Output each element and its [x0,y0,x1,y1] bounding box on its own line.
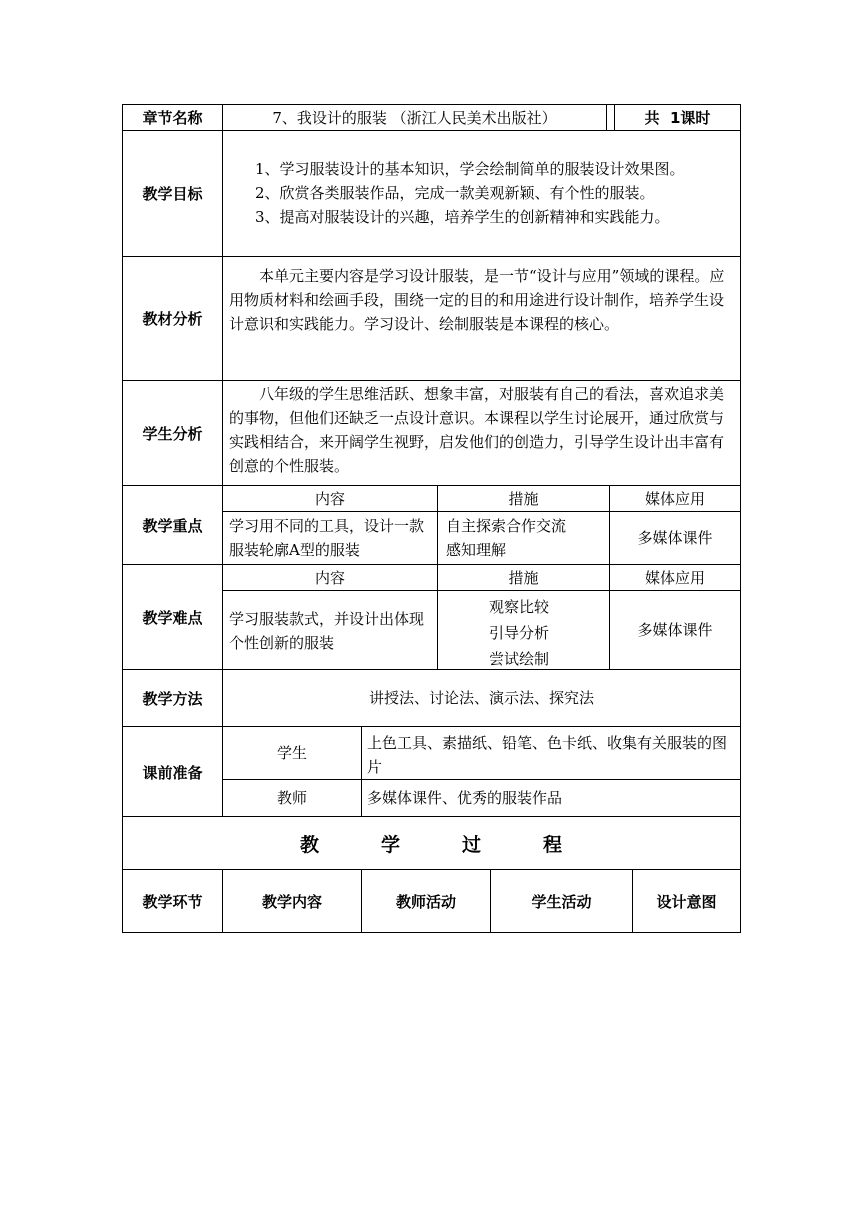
objective-item: 3、提高对服装设计的兴趣，培养学生的创新精神和实践能力。 [255,208,670,226]
process-title [123,817,740,869]
measure-item: 自主探索合作交流 [446,517,567,535]
process-col-student: 学生活动 [531,892,592,911]
material-text: 本单元主要内容是学习设计服装，是一节“设计与应用”领域的课程。应用物质材料和绘画手段，围绕一定的目的和用途进行设计制作，培养学生设计意识和实践能力。学习设计、绘制服装是本课程的核心。 [229,267,725,333]
key-points-col-media: 媒体应用 [644,489,705,508]
difficulties-content: 学习服装款式，并设计出体现个性创新的服装 [229,610,425,652]
difficulties-media: 多媒体课件 [637,621,713,639]
process-title-char: 程 [543,833,563,856]
objectives-list [255,157,745,229]
process-title-char: 过 [462,833,482,856]
col-divider [606,104,607,131]
col-divider [361,726,362,817]
chapter-value: 7、我设计的服装 （浙江人民美术出版社） [272,108,557,127]
chapter-label: 章节名称 [142,109,203,127]
preparation-student-text: 上色工具、素描纸、铅笔、色卡纸、收集有关服装的图片 [367,734,728,776]
difficulties-col-content: 内容 [314,568,345,587]
key-points-measures [446,514,606,562]
preparation-teacher-text: 多媒体课件、优秀的服装作品 [367,789,563,807]
objective-item: 1、学习服装设计的基本知识，学会绘制简单的服装设计效果图。 [255,160,685,178]
difficulties-col-media: 媒体应用 [644,568,705,587]
material-label: 教材分析 [142,310,203,328]
students-label: 学生分析 [142,424,203,443]
measure-item: 感知理解 [446,541,507,559]
difficulties-measures [489,594,599,672]
table-border-bottom [122,932,741,933]
process-col-intent: 设计意图 [656,892,717,911]
key-points-content: 学习用不同的工具，设计一款服装轮廓A型的服装 [229,517,425,559]
process-col-teacher: 教师活动 [395,892,456,911]
preparation-teacher-label: 教师 [276,789,307,807]
difficulties-label: 教学难点 [142,608,203,627]
process-title-char: 教 [300,833,320,856]
key-points-col-content: 内容 [314,489,345,508]
key-points-label: 教学重点 [142,516,203,535]
measure-item: 引导分析 [489,624,550,642]
process-col-stage: 教学环节 [142,892,203,911]
key-points-col-measures: 措施 [508,489,539,508]
process-title-char: 学 [381,833,401,856]
period-label: 共 1课时 [644,109,711,127]
objective-item: 2、欣赏各类服装作品，完成一款美观新颖、有个性的服装。 [255,184,655,202]
objectives-label: 教学目标 [142,185,203,203]
measure-item: 观察比较 [489,598,550,616]
preparation-student-label: 学生 [276,744,307,762]
measure-item: 尝试绘制 [489,650,550,668]
students-text: 八年级的学生思维活跃、想象丰富，对服装有自己的看法，喜欢追求美的事物，但他们还缺乏一点设计意识。本课程以学生讨论展开，通过欣赏与实践相结合，来开阔学生视野，启发他们的创造力，引导学生设计出丰富有创意的个性服装。 [229,385,725,475]
key-points-media: 多媒体课件 [637,529,713,547]
methods-label: 教学方法 [142,689,203,708]
difficulties-col-measures: 措施 [508,568,539,587]
methods-text: 讲授法、讨论法、演示法、探究法 [368,689,594,707]
process-col-content: 教学内容 [261,892,322,911]
preparation-label: 课前准备 [142,763,203,782]
